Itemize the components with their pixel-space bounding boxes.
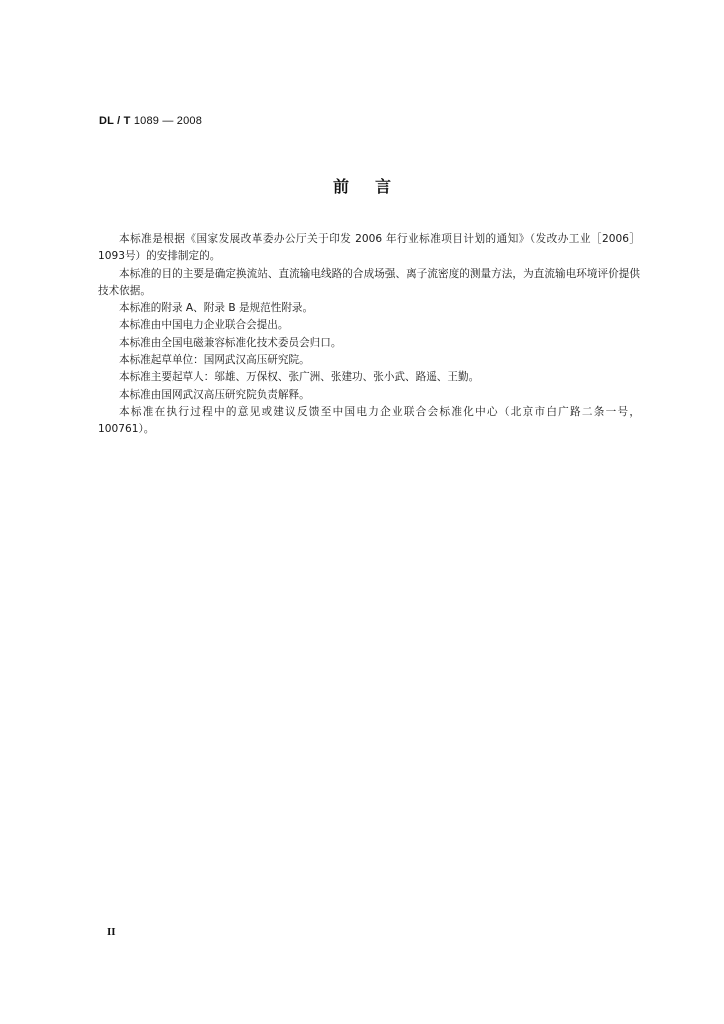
paragraph-drafters: 本标准主要起草人：邬雄、万保权、张广洲、张建功、张小武、路遥、王勤。 (119, 371, 480, 384)
document-code (99, 115, 202, 127)
paragraph-basis: 本标准是根据《国家发展改革委办公厅关于印发 2006 年行业标准项目计划的通知》（发改办工业［2006］1093号）的安排制定的。 (98, 233, 640, 263)
paragraph-purpose: 本标准的目的主要是确定换流站、直流输电线路的合成场强、离子流密度的测量方法，为直流输电环境评价提供技术依据。 (98, 267, 640, 297)
foreword-body (98, 231, 640, 439)
paragraph-appendix: 本标准的附录 A、附录 B 是规范性附录。 (119, 302, 314, 315)
paragraph-drafting-unit: 本标准起草单位：国网武汉高压研究院。 (119, 354, 310, 367)
page-number: II (107, 926, 116, 938)
page-title: 前言 (332, 177, 417, 196)
document-code-prefix: DL / T (99, 115, 131, 127)
paragraph-committee: 本标准由全国电磁兼容标准化技术委员会归口。 (119, 336, 342, 349)
paragraph-proposer: 本标准由中国电力企业联合会提出。 (119, 319, 289, 332)
paragraph-feedback: 本标准在执行过程中的意见或建议反馈至中国电力企业联合会标准化中心（北京市白广路二条一号，100761）。 (98, 405, 640, 436)
document-code-number: 1089 — 2008 (130, 115, 203, 127)
paragraph-interpretation: 本标准由国网武汉高压研究院负责解释。 (119, 388, 310, 401)
